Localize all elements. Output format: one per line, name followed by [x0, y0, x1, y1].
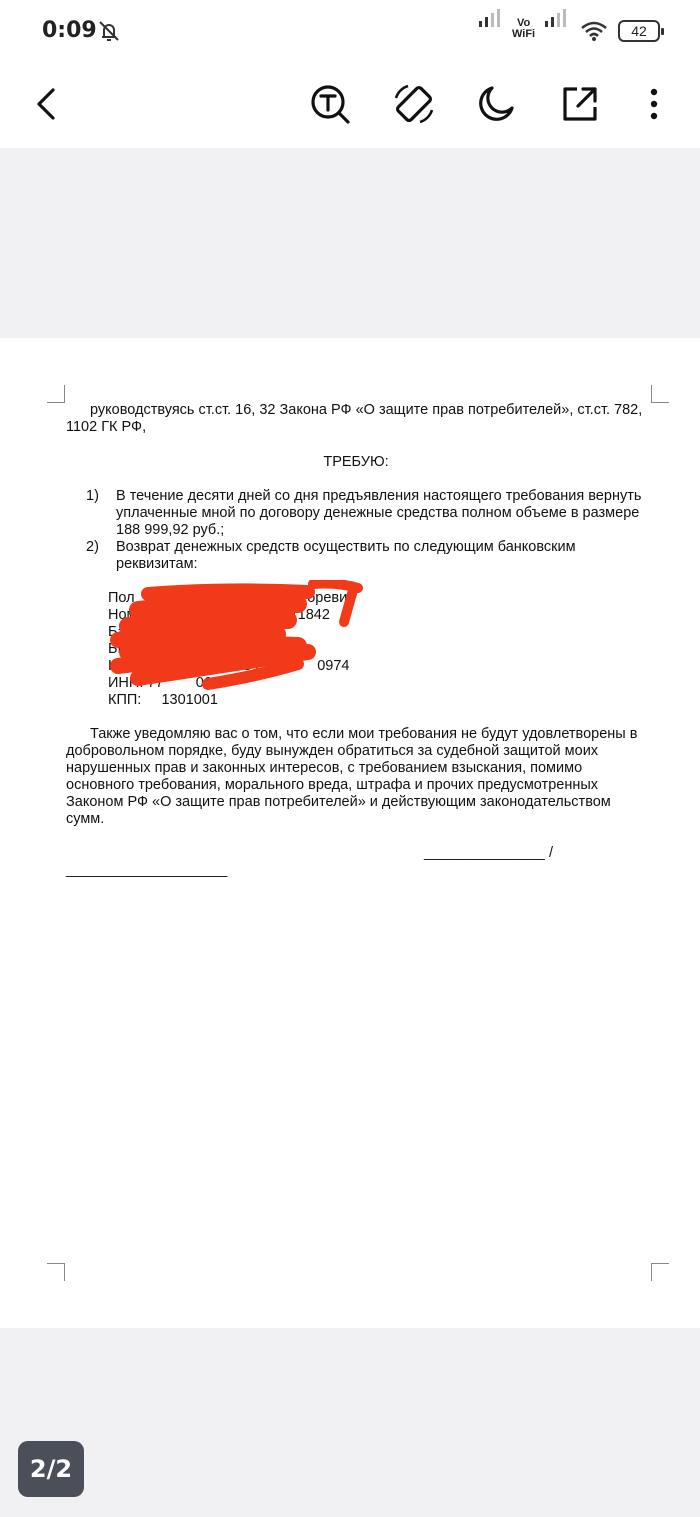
rotate-screen-icon [392, 82, 436, 126]
back-icon [31, 87, 61, 121]
signal-icon-2 [544, 6, 570, 28]
bank-detail-line: КПП: 1301001 [108, 692, 218, 708]
more-options-icon [649, 87, 659, 121]
signal-icon [478, 6, 504, 28]
signature-line-left: ____________________ [66, 862, 228, 878]
list-number: 2) [86, 539, 99, 555]
page-corner-mark [651, 385, 669, 403]
list-number: 1) [86, 488, 99, 504]
more-options-button[interactable] [630, 80, 678, 128]
vowifi-label: Vo WiFi [512, 17, 536, 40]
status-bar [0, 0, 700, 62]
page-corner-mark [47, 1263, 65, 1281]
page-corner-mark [651, 1263, 669, 1281]
toolbar [0, 62, 700, 148]
signature-lines [66, 845, 646, 879]
bank-detail-line: Кор ТО1 0974 [108, 658, 350, 674]
night-mode-icon [476, 84, 516, 124]
document-page[interactable] [0, 338, 700, 1328]
bank-detail-line: ИНН: 77 0679 [108, 675, 229, 691]
list-item [66, 539, 646, 573]
closing-paragraph: Также уведомляю вас о том, что если мои требования не будут удовлетворены в добровольном порядке, буду вынужден обратиться за судебной защитой моих нарушенных прав и законных интересов, с требованием взыскания, помимо основного требования, морального вреда, штрафа и прочих предусмотренных Законом РФ «О защите прав потребителей» и действующим законодательством сумм. [66, 726, 638, 827]
back-button[interactable] [22, 80, 70, 128]
status-time: 0:09 [42, 18, 97, 43]
intro-paragraph: руководствуясь ст.ст. 16, 32 Закона РФ «О защите прав потребителей», ст.ст. 782, 1102 ГК РФ, [66, 402, 643, 435]
signature-line-right: _______________ / [424, 845, 554, 861]
bank-detail-line: Пол ии Игоревич [108, 590, 355, 606]
bank-detail-line: Банк пол [108, 624, 273, 640]
wifi-icon [580, 20, 608, 42]
mute-icon [96, 18, 122, 44]
list-item [66, 488, 646, 539]
battery-icon: 42 [618, 20, 660, 42]
bank-detail-line: БИК: 0 [108, 641, 153, 657]
rotate-screen-button[interactable] [390, 80, 438, 128]
night-mode-button[interactable] [472, 80, 520, 128]
open-external-icon [561, 85, 599, 123]
page-corner-mark [47, 385, 65, 403]
document-body [66, 402, 646, 879]
page-indicator: 2/2 [18, 1441, 84, 1497]
list-text: В течение десяти дней со дня предъявления настоящего требования вернуть уплаченные мной по договору денежные средства полном объеме в размере 188 999,92 руб.; [116, 488, 642, 538]
bank-details [66, 590, 646, 709]
text-search-icon [309, 83, 351, 125]
text-search-button[interactable] [306, 80, 354, 128]
bank-detail-line: Номер 671842 [108, 607, 330, 623]
open-external-button[interactable] [556, 80, 604, 128]
list-text: Возврат денежных средств осуществить по следующим банковским реквизитам: [116, 539, 576, 572]
demand-title: ТРЕБУЮ: [323, 454, 389, 470]
